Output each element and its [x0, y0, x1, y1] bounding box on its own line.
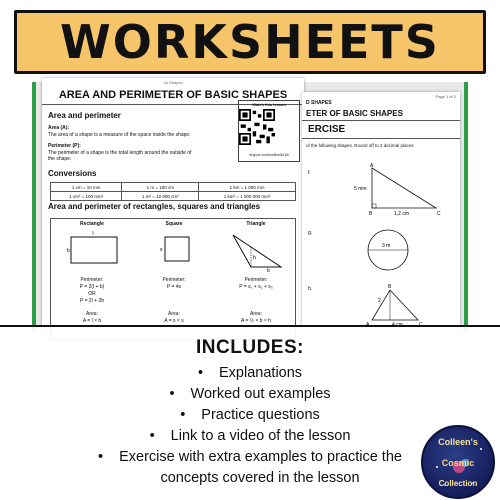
- perimeter-formula: P = s₁ + s₂ + s₃: [239, 284, 273, 290]
- exercise-instruction: of the following shapes. Round off to 2 decimal places: [306, 143, 414, 148]
- list-item: [0, 405, 500, 426]
- table-cell: 1 m² = 10 000 cm²: [122, 192, 199, 201]
- perimeter-label: Perimeter:: [244, 277, 268, 283]
- table-cell: 1 km² = 1 000 000 mm²: [199, 192, 296, 201]
- worksheet-topic: D SHAPES: [306, 100, 332, 106]
- bullet-icon: •: [149, 428, 155, 444]
- list-item-text: Exercise with extra examples to practice the: [119, 449, 402, 465]
- worksheet-title: ETER OF BASIC SHAPES: [302, 106, 460, 121]
- svg-text:l: l: [92, 231, 94, 237]
- area-label: Area:: [250, 311, 262, 317]
- list-item-text: Practice questions: [201, 407, 320, 423]
- perimeter-formula: P = 4s: [166, 284, 182, 290]
- vertex-label: B: [388, 284, 392, 290]
- triangle-question: [306, 162, 456, 218]
- svg-text:s: s: [160, 247, 163, 253]
- area-label: Area:: [86, 311, 98, 317]
- side-label: 2: [378, 298, 381, 304]
- conversions-table: [50, 182, 296, 201]
- qr-panel: [238, 100, 300, 162]
- worksheet-preview-left: [42, 78, 304, 340]
- table-row: [51, 183, 296, 192]
- qr-code-icon: [239, 109, 275, 145]
- section-heading: Area and perimeter: [48, 111, 121, 120]
- logo-line1: Colleen's: [438, 437, 478, 447]
- perimeter-formula-alt: P = 2l + 2b: [79, 298, 105, 304]
- table-cell: 1 cm² = 100 mm²: [51, 192, 122, 201]
- logo-line3: Collection: [438, 479, 478, 488]
- area-formula: A = s × s: [164, 318, 184, 324]
- bullet-icon: •: [197, 365, 204, 381]
- question-label: h.: [308, 286, 313, 292]
- exercise-heading: ERCISE: [302, 121, 460, 139]
- triangle-diagram: [227, 229, 287, 273]
- shapes-grid: [50, 218, 296, 340]
- area-formula: A = ½ × b × h: [241, 318, 271, 324]
- table-row: [51, 192, 296, 201]
- qr-label: Watch this lesson: [252, 102, 286, 107]
- vertex-label: A: [370, 163, 374, 169]
- worksheet-title: AREA AND PERIMETER OF BASIC SHAPES: [42, 85, 304, 105]
- brand-logo: [421, 425, 495, 499]
- list-item-text: Link to a video of the lesson: [170, 428, 351, 444]
- section-heading: Conversions: [48, 169, 97, 178]
- circle-question: [306, 226, 456, 274]
- area-text: The area of a shape is a measure of the space inside the shape.: [48, 132, 191, 138]
- svg-text:h: h: [253, 255, 256, 261]
- diameter-label: 3 m: [382, 243, 391, 249]
- perimeter-label: Perimeter:: [162, 277, 186, 283]
- list-item-text: concepts covered in the lesson: [160, 470, 360, 486]
- perimeter-label: Perimeter:: [80, 277, 104, 283]
- rectangle-diagram: [65, 231, 121, 269]
- banner-title: WORKSHEETS: [60, 15, 440, 69]
- logo-line2: Cosmic: [441, 458, 475, 468]
- bullet-icon: •: [169, 386, 175, 402]
- area-label: Area (A):: [48, 125, 70, 131]
- table-cell: 1 cm = 10 mm: [51, 183, 122, 192]
- question-label: f.: [308, 170, 311, 176]
- includes-title: INCLUDES:: [196, 337, 304, 358]
- svg-text:b: b: [267, 268, 270, 273]
- table-cell: 1 m = 100 cm: [122, 183, 199, 192]
- perimeter-label: Perimeter (P):: [48, 143, 81, 149]
- svg-text:b: b: [67, 248, 70, 254]
- triangle-question-2: [306, 282, 456, 328]
- banner-box: [14, 10, 486, 74]
- vertex-label: B: [369, 211, 373, 217]
- list-item: [0, 384, 500, 405]
- vertex-label: C: [437, 211, 441, 217]
- table-cell: 1 km = 1 000 mm: [199, 183, 296, 192]
- question-label: g.: [308, 230, 313, 236]
- perimeter-formula: P = 2(l + b): [79, 284, 105, 290]
- side-label: 5 mm: [354, 186, 367, 192]
- bullet-icon: •: [180, 407, 186, 423]
- shape-label: Square: [165, 221, 183, 227]
- header-banner: [0, 0, 500, 82]
- shape-label: Rectangle: [80, 221, 104, 227]
- list-item-text: Worked out examples: [190, 386, 331, 402]
- section-heading: Area and perimeter of rectangles, squares and triangles: [48, 202, 261, 211]
- perimeter-text: The perimeter of a shape is the total length around the outside of the shape.: [48, 150, 192, 162]
- shape-square: [133, 219, 215, 340]
- worksheet-topline: 1A Shapes: [163, 80, 183, 85]
- side-label: 1,2 cm: [394, 211, 410, 217]
- area-formula: A = l × b: [82, 318, 102, 324]
- area-label: Area:: [168, 311, 180, 317]
- shape-triangle: [215, 219, 297, 340]
- worksheet-preview-right: [302, 92, 460, 338]
- bullet-icon: •: [98, 449, 104, 465]
- page-number: Page 1 of 2: [435, 94, 456, 99]
- shape-label: Triangle: [246, 221, 266, 227]
- qr-url: tinyurl.com/ccBm3v18: [249, 152, 289, 157]
- shape-rectangle: [51, 219, 133, 340]
- or-text: OR: [88, 291, 96, 297]
- list-item: [0, 363, 500, 384]
- list-item-text: Explanations: [219, 365, 303, 381]
- square-diagram: [157, 231, 193, 269]
